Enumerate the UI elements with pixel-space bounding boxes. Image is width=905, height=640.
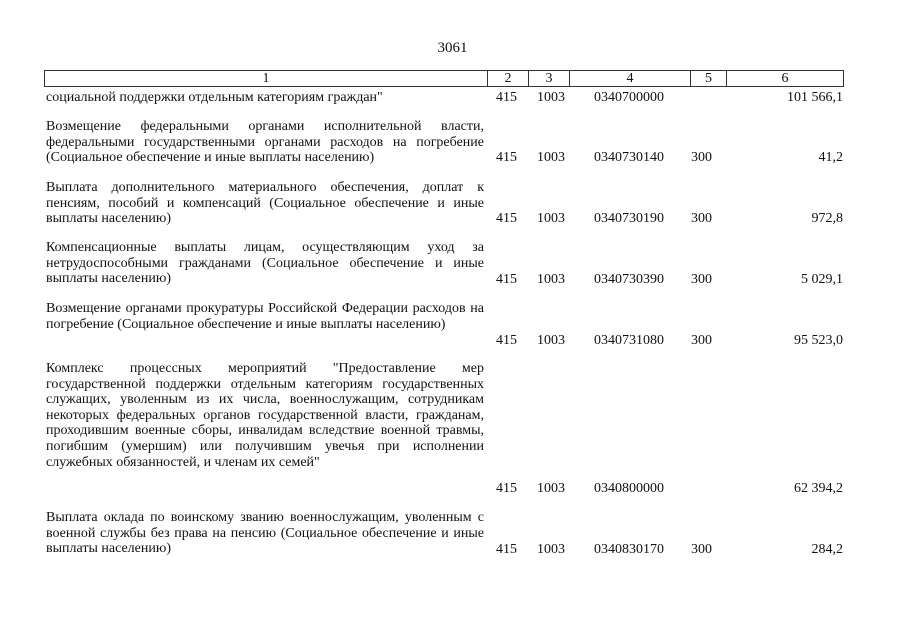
row-section-code: 1003 bbox=[537, 90, 565, 105]
header-col-2: 2 bbox=[504, 71, 512, 86]
row-expense-type: 300 bbox=[691, 150, 712, 165]
row-admin-code: 415 bbox=[496, 542, 517, 557]
page-number: 3061 bbox=[437, 40, 468, 56]
row-amount: 284,2 bbox=[811, 542, 843, 557]
row-target-code: 0340730140 bbox=[594, 150, 664, 165]
header-col-1: 1 bbox=[262, 71, 270, 86]
row-section-code: 1003 bbox=[537, 150, 565, 165]
row-target-code: 0340730390 bbox=[594, 272, 664, 287]
row-description: Выплата оклада по воинскому званию военнослужащим, уволенным с военной службы без права на пенсию (Социальное обеспечение и иные выплаты населению) bbox=[46, 510, 484, 557]
row-expense-type: 300 bbox=[691, 272, 712, 287]
row-amount: 972,8 bbox=[811, 211, 843, 226]
table-header bbox=[44, 70, 844, 87]
row-section-code: 1003 bbox=[537, 211, 565, 226]
row-target-code: 0340830170 bbox=[594, 542, 664, 557]
row-admin-code: 415 bbox=[496, 90, 517, 105]
row-admin-code: 415 bbox=[496, 211, 517, 226]
row-target-code: 0340700000 bbox=[594, 90, 664, 105]
row-admin-code: 415 bbox=[496, 150, 517, 165]
row-description: Компенсационные выплаты лицам, осуществляющим уход за нетрудоспособными гражданами (Социальное обеспечение и иные выплаты населению) bbox=[46, 240, 484, 287]
row-target-code: 0340800000 bbox=[594, 481, 664, 496]
row-admin-code: 415 bbox=[496, 481, 517, 496]
row-amount: 5 029,1 bbox=[801, 272, 843, 287]
header-col-3: 3 bbox=[545, 71, 553, 86]
row-expense-type: 300 bbox=[691, 333, 712, 348]
row-description: Возмещение органами прокуратуры Российской Федерации расходов на погребение (Социальное обеспечение и иные выплаты населению) bbox=[46, 301, 484, 332]
header-col-6: 6 bbox=[781, 71, 789, 86]
row-admin-code: 415 bbox=[496, 333, 517, 348]
row-amount: 101 566,1 bbox=[787, 90, 843, 105]
row-admin-code: 415 bbox=[496, 272, 517, 287]
row-section-code: 1003 bbox=[537, 272, 565, 287]
row-amount: 95 523,0 bbox=[794, 333, 843, 348]
row-section-code: 1003 bbox=[537, 481, 565, 496]
row-target-code: 0340730190 bbox=[594, 211, 664, 226]
header-col-5: 5 bbox=[705, 71, 712, 86]
row-section-code: 1003 bbox=[537, 333, 565, 348]
row-description: Возмещение федеральными органами исполнительной власти, федеральными государственными органами расходов на погребение (Социальное обеспечение и иные выплаты населению) bbox=[46, 119, 484, 166]
row-description: социальной поддержки отдельным категориям граждан" bbox=[46, 90, 383, 105]
row-expense-type: 300 bbox=[691, 542, 712, 557]
header-col-4: 4 bbox=[626, 71, 634, 86]
row-amount: 41,2 bbox=[818, 150, 843, 165]
row-section-code: 1003 bbox=[537, 542, 565, 557]
row-description: Комплекс процессных мероприятий "Предоставление мер государственной поддержки отдельным категориям государственных служащих, уволенным из их числа, военнослужащим, сотрудникам некоторых федеральных органов государственной власти, гражданам, проходившим военные сборы, инвалидам вследствие военной травмы, погибшим (умершим) или получившим увечья при исполнении служебных обязанностей, и членам их семей" bbox=[46, 361, 484, 470]
row-description: Выплата дополнительного материального обеспечения, доплат к пенсиям, пособий и компенсаций (Социальное обеспечение и иные выплаты населению) bbox=[46, 180, 484, 227]
row-target-code: 0340731080 bbox=[594, 333, 664, 348]
row-expense-type: 300 bbox=[691, 211, 712, 226]
row-amount: 62 394,2 bbox=[794, 481, 843, 496]
